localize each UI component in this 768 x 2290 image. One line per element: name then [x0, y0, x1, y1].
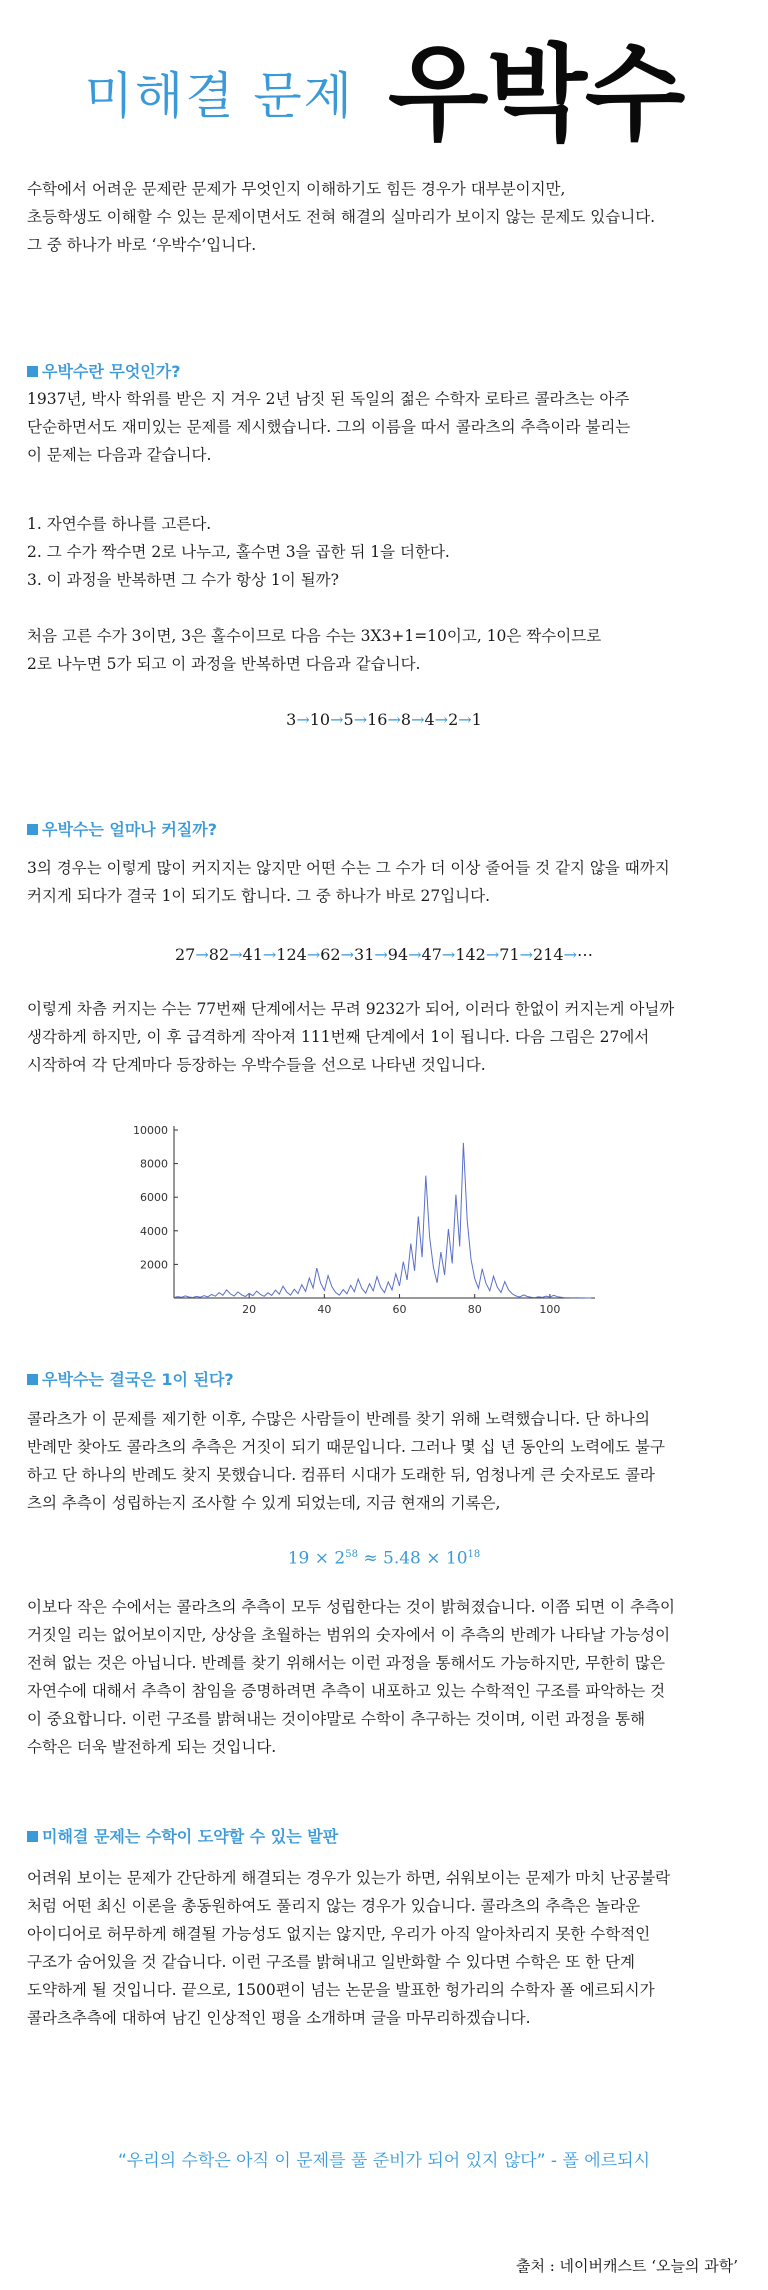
- source-credit: 출처 : 네이버캐스트 ‘오늘의 과학’: [515, 2257, 738, 2275]
- arrow-icon: →: [519, 945, 534, 964]
- arrow-icon: →: [296, 710, 310, 729]
- sequence-27: [0, 942, 768, 968]
- arrow-icon: →: [340, 945, 355, 964]
- page-title: [0, 20, 768, 155]
- title-main: 우박수: [388, 33, 684, 155]
- section-heading-what-is: [27, 360, 181, 384]
- y-tick-label: 8000: [140, 1157, 168, 1171]
- record-formula: $19 \times 2^{58} \approx 5.48 \times 10^{18}$: [287, 1548, 481, 1569]
- arrow-icon: →: [387, 710, 401, 729]
- section2-paragraph-1: 3의 경우는 이렇게 많이 커지지는 않지만 어떤 수는 그 수가 더 이상 줄어들 것 같지 않을 때까지 커지게 되다가 결국 1이 되기도 합니다. 그 중 하나가 바로 27입니다.: [27, 859, 670, 905]
- section4-paragraph: 어려워 보이는 문제가 간단하게 해결되는 경우가 있는가 하면, 쉬워보이는 문제가 마치 난공불락 처럼 어떤 최신 이론을 총동원하여도 풀리지 않는 경우가 있습니다. 콜라츠의 추측은 놀라운 아이디어로 허무하게 해결될 가능성도 없지는 않지만, 우리가 아직 알아차리지 못한 수학적인 구조가 숨어있을 것 같습니다. 이런 구조를 밝혀내고 일반화할 수 있다면 수학은 또 한 단계 도약하게 될 것입니다. 끝으로, 1500편이 넘는 논문을 발표한 헝가리의 수학자 폴 에르되시가 콜라츠추측에 대하여 남긴 인상적인 평을 소개하며 글을 마무리하겠습니다.: [27, 1869, 671, 2027]
- sequence-number: 16: [367, 710, 388, 729]
- heading-text: 우박수는 얼마나 커질까?: [42, 820, 217, 839]
- sequence-number: 71: [499, 945, 520, 964]
- erdos-quote: “우리의 수학은 아직 이 문제를 풀 준비가 되어 있지 않다” - 폴 에르되시: [118, 2151, 650, 2171]
- arrow-icon: →: [229, 945, 243, 964]
- sequence-number: 8: [400, 710, 412, 729]
- sequence-3: [0, 707, 768, 733]
- sequence-number: 27: [175, 945, 196, 964]
- sequence-number: 31: [354, 945, 375, 964]
- sequence-number: 41: [242, 945, 263, 964]
- sequence-number: 214: [533, 945, 564, 964]
- sequence-number: 2: [448, 710, 459, 729]
- sequence-number: 10: [309, 710, 331, 729]
- section-heading-becomes-one: [27, 1368, 234, 1392]
- sequence-number: 62: [320, 945, 341, 964]
- hailstone-chart: [130, 1118, 630, 1323]
- sequence-number: 124: [276, 945, 307, 964]
- heading-bullet-icon: [27, 1831, 38, 1842]
- arrow-icon: →: [408, 945, 422, 964]
- arrow-icon: →: [485, 945, 500, 964]
- y-tick-label: 2000: [140, 1258, 168, 1272]
- arrow-icon: →: [458, 710, 472, 729]
- section3-paragraph-1: 콜라츠가 이 문제를 제기한 이후, 수많은 사람들이 반례를 찾기 위해 노력했습니다. 단 하나의 반례만 찾아도 콜라츠의 추측은 거짓이 되기 때문입니다. 그러나 몇 십 년 동안의 노력에도 불구 하고 단 하나의 반례도 찾지 못했습니다. 컴퓨터 시대가 도래한 뒤, 엄청나게 큰 숫자로도 콜라 츠의 추측이 성립하는지 조사할 수 있게 되었는데, 지금 현재의 기록은,: [27, 1410, 665, 1512]
- title-subtitle: 미해결 문제: [84, 67, 354, 125]
- sequence-number: 82: [208, 945, 230, 964]
- x-tick-label: 40: [317, 1303, 332, 1316]
- arrow-icon: →: [353, 710, 368, 729]
- arrow-icon: →: [195, 945, 209, 964]
- arrow-icon: →: [411, 710, 425, 729]
- arrow-icon: →: [306, 945, 321, 964]
- y-tick-label: 10000: [133, 1124, 168, 1137]
- sequence-number: 5: [343, 710, 354, 729]
- arrow-icon: →: [434, 710, 449, 729]
- x-tick-label: 100: [539, 1303, 561, 1316]
- sequence-ellipsis: ⋯: [576, 945, 593, 964]
- heading-text: 우박수란 무엇인가?: [42, 362, 181, 381]
- sequence-number: 142: [455, 945, 486, 964]
- sequence-number: 1: [471, 710, 482, 729]
- heading-bullet-icon: [27, 366, 38, 377]
- arrow-icon: →: [374, 945, 388, 964]
- series-line: [174, 1143, 591, 1298]
- intro-paragraph: 수학에서 어려운 문제란 문제가 무엇인지 이해하기도 힘든 경우가 대부분이지만, 초등학생도 이해할 수 있는 문제이면서도 전혀 해결의 실마리가 보이지 않는 문제도 있습니다. 그 중 하나가 바로 ‘우박수’입니다.: [27, 180, 656, 254]
- sequence-number: 94: [387, 945, 409, 964]
- x-tick-label: 80: [467, 1303, 482, 1316]
- arrow-icon: →: [262, 945, 277, 964]
- section1-steps: 1. 자연수를 하나를 고른다. 2. 그 수가 짝수면 2로 나누고, 홀수면 3을 곱한 뒤 1을 더한다. 3. 이 과정을 반복하면 그 수가 항상 1이 될까?: [27, 515, 450, 589]
- heading-text: 미해결 문제는 수학이 도약할 수 있는 발판: [42, 1827, 339, 1846]
- heading-bullet-icon: [27, 1374, 38, 1385]
- section1-paragraph-1: 1937년, 박사 학위를 받은 지 겨우 2년 남짓 된 독일의 젊은 수학자 로타르 콜라츠는 아주 단순하면서도 재미있는 문제를 제시했습니다. 그의 이름을 따서 콜라츠의 추측이라 불리는 이 문제는 다음과 같습니다.: [27, 390, 631, 464]
- sequence-number: 4: [424, 710, 435, 729]
- arrow-icon: →: [563, 945, 577, 964]
- section-heading-how-big: [27, 818, 217, 842]
- heading-text: 우박수는 결국은 1이 된다?: [42, 1370, 234, 1389]
- sequence-number: 47: [421, 945, 442, 964]
- section2-paragraph-2: 이렇게 차츰 커지는 수는 77번째 단계에서는 무려 9232가 되어, 이러다 한없이 커지는게 아닐까 생각하게 하지만, 이 후 급격하게 작아져 111번째 단계에서 1이 됩니다. 다음 그림은 27에서 시작하여 각 단계마다 등장하는 우박수들을 선으로 나타낸 것입니다.: [27, 1000, 675, 1074]
- section1-paragraph-2: 처음 고른 수가 3이면, 3은 홀수이므로 다음 수는 3X3+1=10이고, 10은 짝수이므로 2로 나누면 5가 되고 이 과정을 반복하면 다음과 같습니다.: [27, 627, 602, 673]
- arrow-icon: →: [330, 710, 344, 729]
- arrow-icon: →: [441, 945, 456, 964]
- heading-bullet-icon: [27, 824, 38, 835]
- section3-paragraph-2: 이보다 작은 수에서는 콜라츠의 추측이 모두 성립한다는 것이 밝혀졌습니다. 이쯤 되면 이 추측이 거짓일 리는 없어보이지만, 상상을 초월하는 범위의 숫자에서 이 추측의 반례가 나타날 가능성이 전혀 없는 것은 아닙니다. 반례를 찾기 위해서는 이런 과정을 통해서도 가능하지만, 무한히 많은 자연수에 대해서 추측이 참임을 증명하려면 추측이 내포하고 있는 수학적인 구조를 파악하는 것 이 중요합니다. 이런 구조를 밝혀내는 것이야말로 수학이 추구하는 것이며, 이런 과정을 통해 수학은 더욱 발전하게 되는 것입니다.: [27, 1598, 676, 1756]
- sequence-number: 3: [286, 710, 297, 729]
- y-tick-label: 6000: [140, 1191, 168, 1205]
- y-tick-label: 4000: [140, 1224, 168, 1238]
- x-tick-label: 60: [392, 1303, 407, 1316]
- x-tick-label: 20: [242, 1303, 257, 1316]
- section-heading-stepping-stone: [27, 1825, 338, 1849]
